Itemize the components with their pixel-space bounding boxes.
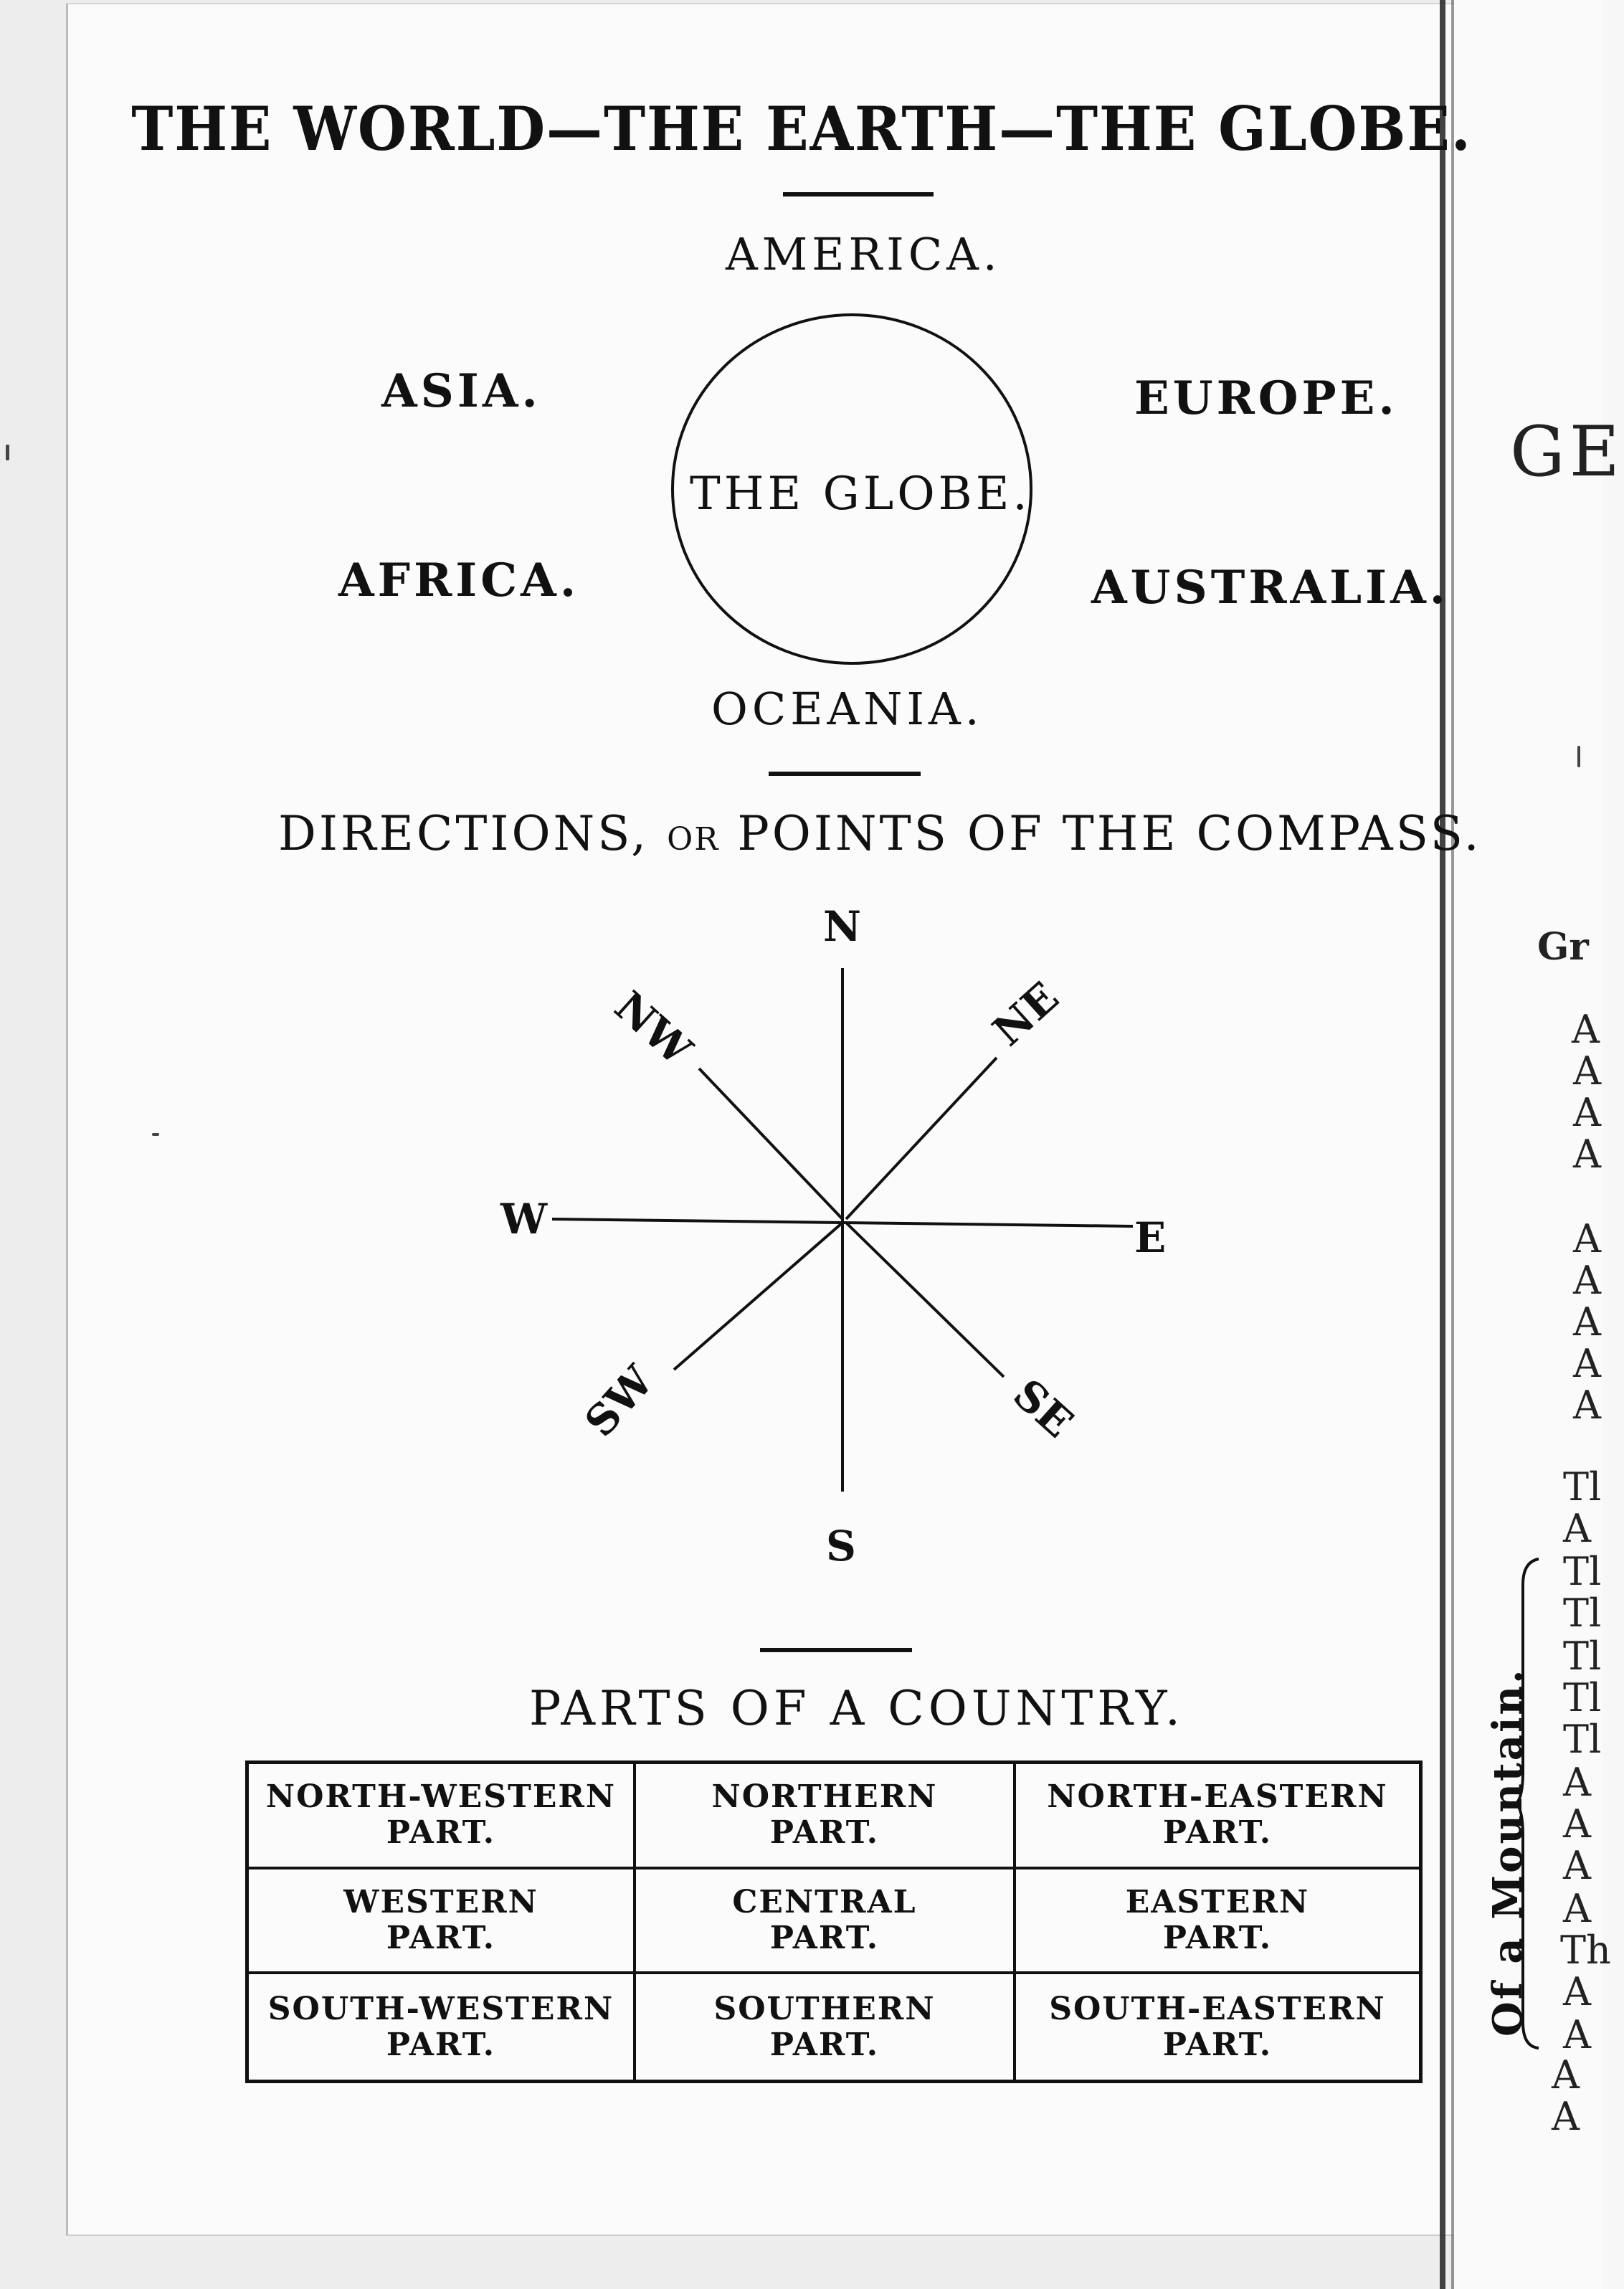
label-australia: AUSTRALIA. [1091,561,1450,615]
grid-cell-south-eastern: SOUTH-EASTERN PART. [1049,1990,1386,2063]
right-line-start: A [1573,1090,1601,1135]
compass-se: SE [1004,1369,1083,1448]
right-line-start: A [1572,1007,1600,1052]
right-line-start: A [1573,1341,1601,1386]
label-africa: AFRICA. [338,554,580,607]
right-line-start: Tl [1563,1717,1602,1762]
compass-line-sw [674,1223,842,1370]
compass-heading-part2: POINTS OF THE COMPASS. [737,806,1482,861]
right-line-start: A [1573,1258,1601,1303]
compass-line-ne [846,1058,997,1219]
section-rule [760,1648,912,1652]
right-line-start: Tl [1563,1464,1602,1510]
label-asia: ASIA. [381,364,541,418]
page-title: THE WORLD—THE EARTH—THE GLOBE. [131,93,1472,164]
compass-sw: SW [575,1356,663,1446]
compass-rose [430,896,1219,1585]
parts-heading: PARTS OF A COUNTRY. [529,1681,1184,1736]
right-line-start: A [1573,1132,1601,1177]
compass-heading-part1: DIRECTIONS, [278,806,650,861]
scan-speck [6,445,9,460]
right-line-start: A [1573,1383,1601,1428]
right-subheading-fragment: Gr [1537,925,1589,969]
scan-speck [1577,746,1580,767]
right-line-start: A [1563,1801,1591,1847]
section-rule [769,772,921,776]
compass-nw: NW [605,982,701,1075]
compass-heading [278,806,1482,861]
globe-center-label: THE GLOBE. [690,468,1031,521]
right-line-start: Th [1560,1928,1611,1973]
compass-ne: NE [983,972,1068,1056]
right-line-start: A [1563,1886,1591,1931]
grid-cell-eastern: EASTERN PART. [1016,1869,1419,1975]
right-line-start: A [1573,1299,1601,1345]
right-line-start: Tl [1563,1675,1602,1720]
grid-cell-western: WESTERN PART. [249,1869,636,1975]
right-line-start: A [1563,1969,1591,2014]
grid-cell-south-western: SOUTH-WESTERN PART. [249,1974,636,2080]
label-europe: EUROPE. [1134,371,1398,425]
compass-line-se [846,1223,1004,1377]
right-line-start: Tl [1563,1634,1602,1679]
grid-cell-northern: NORTHERN PART. [636,1764,1016,1869]
label-america: AMERICA. [726,228,1002,280]
title-rule [783,192,934,196]
grid-cell-north-eastern: NORTH-EASTERN PART. [1016,1764,1419,1869]
right-line-start: A [1563,1843,1591,1888]
right-line-start: A [1563,1506,1591,1551]
scan-speck [152,1133,159,1136]
right-line-start: A [1563,1760,1591,1805]
right-heading-fragment: GE [1510,412,1624,492]
right-line-start: A [1573,1216,1601,1261]
compass-heading-or: OR [667,821,720,858]
label-oceania: OCEANIA. [711,683,984,735]
vertical-label-mountain: Of a Mountain. [1484,1667,1532,2037]
grid-cell-southern: SOUTHERN PART. [636,1974,1016,2080]
compass-w: W [500,1195,548,1243]
right-line-start: A [1573,1048,1601,1094]
right-line-start: A [1552,2094,1580,2139]
compass-e: E [1134,1213,1167,1262]
page-gutter-shadow [1440,0,1445,2289]
right-line-start: Tl [1563,1549,1602,1594]
compass-s: S [826,1522,856,1570]
right-line-start: A [1552,2052,1580,2098]
right-line-start: Tl [1563,1591,1602,1636]
grid-cell-central: CENTRAL PART. [636,1869,1016,1975]
right-line-start: A [1563,2012,1591,2057]
compass-n: N [823,902,862,951]
grid-cell-north-western: NORTH-WESTERN PART. [249,1764,636,1869]
parts-grid [245,1760,1423,2083]
compass-line-nw [699,1068,842,1219]
